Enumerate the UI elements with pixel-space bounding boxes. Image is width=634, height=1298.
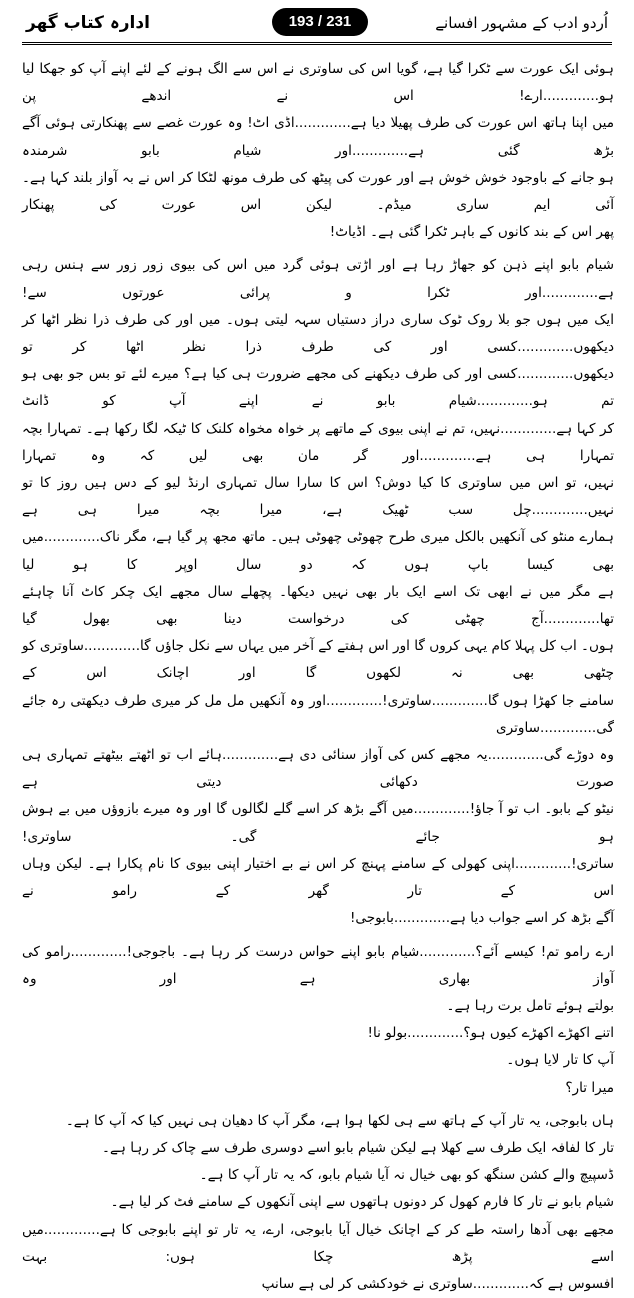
book-title: اُردو ادب کے مشہور افسانے <box>435 14 608 32</box>
text-line: شیام بابو اپنے ذہن کو جھاڑ رہا ہے اور اڑتی ہوئی گرد میں اس کی بیوی زور زور سے ہنس رہی ہے.............اور ٹکرا و پرائی عورتوں سے! <box>22 257 614 301</box>
dialogue-line: تار کا لفافہ ایک طرف سے کھلا ہے لیکن شیام بابو اسے دوسری طرف سے چاک کر رہا ہے۔ <box>102 1139 614 1156</box>
dialogue-line: ڈسپیچ والے کشن سنگھ کو بھی خیال نہ آیا شیام بابو، کہ یہ تار آپ کا ہے۔ <box>199 1167 614 1184</box>
text-line: افسوس ہے کہ.............ساوتری نے خودکشی کر لی ہے سانپ <box>261 1275 614 1292</box>
text-line: بولتے ہوئے تامل برت رہا ہے۔ <box>446 997 614 1014</box>
dialogue-line: اتنے اکھڑے اکھڑے کیوں ہو؟.............بولو نا! <box>367 1025 614 1042</box>
dialogue-line: میرا تار؟ <box>565 1079 614 1096</box>
text-line: ساتری!.............اپنی کھولی کے سامنے پہنچ کر اس نے بے اختیار اپنی بیوی کا نام پکارا ہے۔ لیکن وہاں اس کے تار گھر کے رامو نے <box>22 855 614 900</box>
text-line: ارے رامو تم! کیسے آئے؟.............شیام بابو اپنے حواس درست کر رہا ہے۔ باجوجی!.............رامو کی آواز بھاری ہے اور وہ <box>22 943 614 987</box>
text-line: ہوں۔ اب کل پہلا کام یہی کروں گا اور اس ہفتے کے آخر میں یہاں سے نکل جاؤں گا.............ساوتری کو چٹھی بھی نہ لکھوں گا اور اچانک اس کے <box>22 638 614 682</box>
text-line: آگے بڑھ کر اسے جواب دیا ہے.............بابوجی! <box>349 910 614 927</box>
text-line: دیکھوں.............کسی اور کی طرف دیکھنے کی مجھے ضرورت ہی کیا ہے؟ میرے لئے تو بس جو بھی ہو تم ہو.............شیام بابو نے اپنے آپ کو ڈانٹ <box>22 366 614 410</box>
text-line: کر کہا ہے.............نہیں، تم نے اپنی بیوی کے ماتھے پر خواہ مخواہ کلنک کا ٹیکہ لگا رکھا ہے۔ تمہارا بچہ تمہارا ہی ہے.............اور گر مان بھی لیں کہ وہ تمہارا <box>22 420 614 464</box>
text-line: نیٹو کے بابو۔ اب تو آ جاؤ!.............میں آگے بڑھ کر اسے گلے لگالوں گا اور وہ میرے بازوؤں میں بے ہوش ہو جائے گی۔ ساوتری! <box>22 801 614 845</box>
text-line: وہ دوڑے گی.............یہ مجھے کس کی آواز سنائی دی ہے.............ہائے اب تو اٹھتے بیٹھتے تمہاری ہی صورت دکھائی دیتی ہے <box>22 747 614 791</box>
text-line: سامنے جا کھڑا ہوں گا.............ساوتری!.............اور وہ آنکھیں مل مل کر میری طرف دیکھتی رہ جائے گی.............ساوتری <box>22 692 614 736</box>
page-number-badge: 193 / 231 <box>272 8 368 36</box>
text-line: نہیں، تو اس میں ساوتری کا کیا دوش؟ اس کا سارا سال تمہاری ارنڈ لیو کے دس ہیں روز کا تو نہیں.............چل سب ٹھیک ہے، میرا بچہ میرا ہی ہے <box>22 475 614 519</box>
dialogue-line: ہاں بابوجی، یہ تار آپ کے ہاتھ سے ہی لکھا ہوا ہے، مگر آپ کا دھیان ہی نہیں کیا کہ آپ کا ہے۔ <box>65 1112 614 1129</box>
text-line: پھر اس کے بند کانوں کے باہر ٹکرا گئی ہے۔ اڈیاٹ! <box>329 224 614 241</box>
dialogue-line: شیام بابو نے تار کا فارم کھول کر دونوں ہاتھوں سے اپنی آنکھوں کے سامنے فٹ کر لیا ہے۔ <box>110 1194 614 1211</box>
text-line: ہے مگر میں نے ابھی تک اسے ایک بار بھی نہیں دیکھا۔ پچھلے سال مجھے ایک چکر کاٹ آنا چاہئے تھا.............آج چھٹی کی درخواست دینا بھی بھول گیا <box>22 583 614 628</box>
text-line: میں اپنا ہاتھ اس عورت کی طرف پھیلا دیا ہے.............اڈی اٹ! وہ عورت غصے سے پھنکارتی ہوئی آگے بڑھ گئی ہے.............اور شیام بابو شرمندہ <box>22 115 614 159</box>
text-line: مجھے بھی آدھا راستہ طے کر کے اچانک خیال آیا بابوجی، ارے، یہ تار تو اپنے بابوجی کا ہے.............میں اسے پڑھ چکا ہوں: بہت <box>22 1221 614 1265</box>
text-line: ہو جانے کے باوجود خوش خوش ہے اور عورت کی پیٹھ کی طرف مونھ لٹکا کر اس نے بہ آواز بلند کہا ہے۔ آئی ایم ساری میڈم۔ لیکن اس عورت کی پھنکار <box>22 169 614 214</box>
text-line: ہمارے منٹو کی آنکھیں بالکل میری طرح چھوٹی چھوٹی ہیں۔ ماتھ مجھ پر گیا ہے، مگر ناک.............میں بھی کیسا باپ ہوں کہ دو سال اوپر کا ہو لیا <box>22 529 614 573</box>
text-line: ایک میں ہوں جو بلا روک ٹوک ساری دراز دستیاں سہہ لیتی ہوں۔ میں اور کی طرف ذرا نظر اٹھا کر دیکھوں.............کسی اور کی طرف ذرا نظر اٹھا کر تو <box>22 311 614 356</box>
text-line: ہوئی ایک عورت سے ٹکرا گیا ہے، گویا اس کی ساوتری نے اس سے الگ ہونے کے لئے اپنے آپ کو جھکا لیا ہو.............ارے! اس نے اندھے پن <box>22 61 614 105</box>
story-text <box>22 56 614 1298</box>
publisher-name: ادارہ کتاب گھر <box>26 13 150 33</box>
page-header <box>22 8 612 45</box>
dialogue-line: آپ کا تار لایا ہوں۔ <box>506 1052 614 1069</box>
